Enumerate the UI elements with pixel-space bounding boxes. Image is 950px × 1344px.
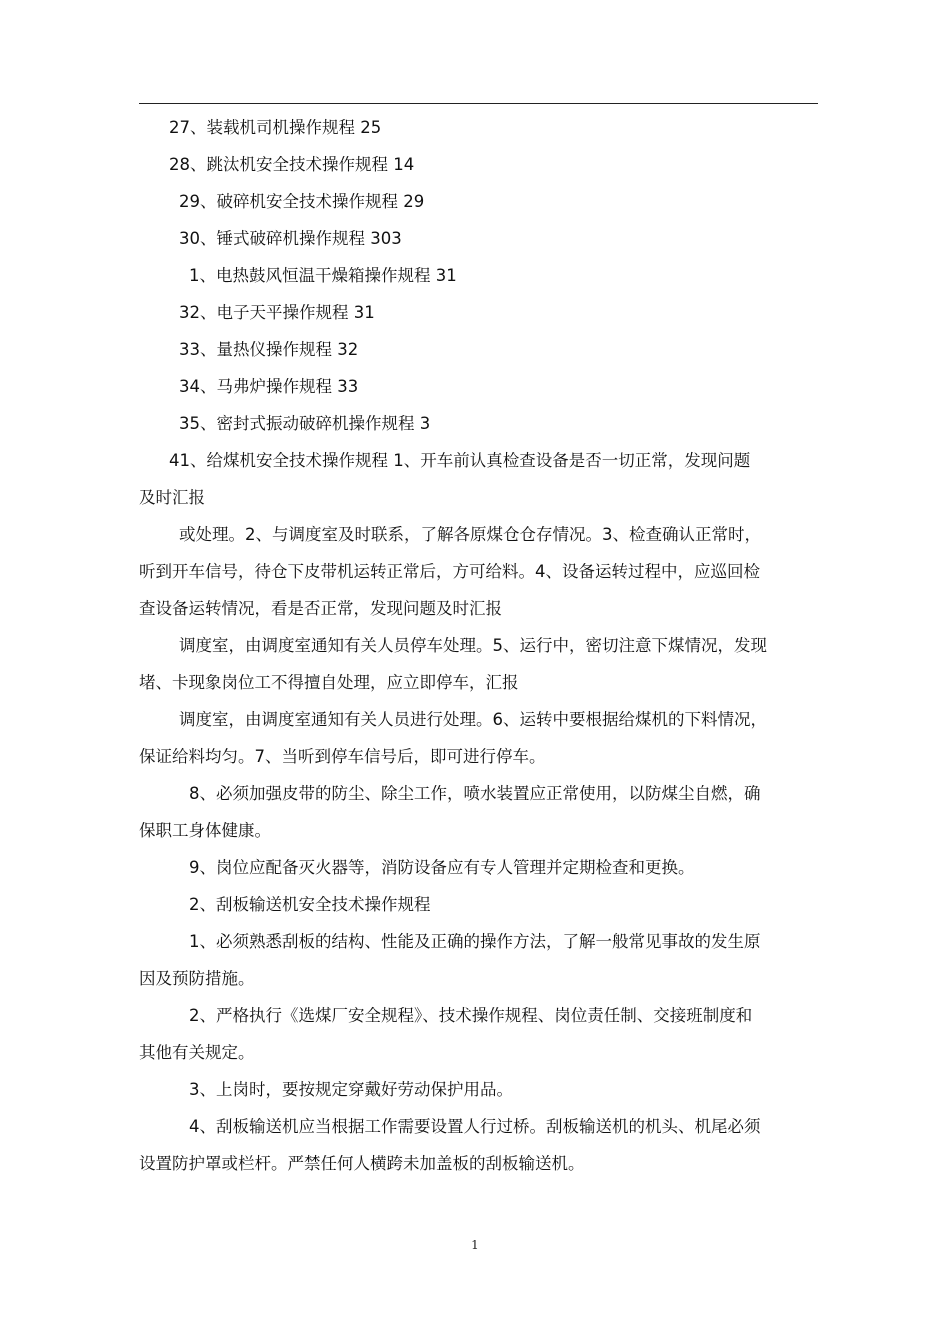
toc-item-27: 27、装载机司机操作规程 25 <box>169 118 382 137</box>
toc-item-35: 35、密封式振动破碎机操作规程 3 <box>179 414 431 433</box>
paragraph-line: 1、必须熟悉刮板的结构、性能及正确的操作方法，了解一般常见事故的发生原 <box>189 932 761 951</box>
paragraph-line: 调度室，由调度室通知有关人员进行处理。6、运转中要根据给煤机的下料情况， <box>179 710 767 729</box>
paragraph-line: 调度室，由调度室通知有关人员停车处理。5、运行中，密切注意下煤情况，发现 <box>179 636 767 655</box>
toc-item-29: 29、破碎机安全技术操作规程 29 <box>179 192 425 211</box>
paragraph-line: 及时汇报 <box>139 488 205 507</box>
section-heading: 2、刮板输送机安全技术操作规程 <box>189 895 431 914</box>
paragraph-line: 或处理。2、与调度室及时联系，了解各原煤仓仓存情况。3、检查确认正常时， <box>179 525 761 544</box>
toc-item-34: 34、马弗炉操作规程 33 <box>179 377 359 396</box>
paragraph-line: 9、岗位应配备灭火器等，消防设备应有专人管理并定期检查和更换。 <box>189 858 695 877</box>
paragraph-line: 2、严格执行《选煤厂安全规程》、技术操作规程、岗位责任制、交接班制度和 <box>189 1006 753 1025</box>
paragraph-line: 4、刮板输送机应当根据工作需要设置人行过桥。刮板输送机的机头、机尾必须 <box>189 1117 761 1136</box>
toc-item-28: 28、跳汰机安全技术操作规程 14 <box>169 155 415 174</box>
page-number: 1 <box>471 1238 479 1252</box>
toc-item-32: 32、电子天平操作规程 31 <box>179 303 375 322</box>
toc-item-33: 33、量热仪操作规程 32 <box>179 340 359 359</box>
paragraph-line: 41、给煤机安全技术操作规程 1、开车前认真检查设备是否一切正常，发现问题 <box>169 451 751 470</box>
paragraph-line: 堵、卡现象岗位工不得擅自处理，应立即停车，汇报 <box>139 673 519 692</box>
header-rule <box>139 103 818 104</box>
paragraph-line: 保职工身体健康。 <box>139 821 271 840</box>
paragraph-line: 8、必须加强皮带的防尘、除尘工作，喷水装置应正常使用，以防煤尘自燃，确 <box>189 784 761 803</box>
paragraph-line: 其他有关规定。 <box>139 1043 255 1062</box>
toc-item-30: 30、锤式破碎机操作规程 303 <box>179 229 402 248</box>
paragraph-line: 保证给料均匀。7、当听到停车信号后，即可进行停车。 <box>139 747 546 766</box>
paragraph-line: 听到开车信号，待仓下皮带机运转正常后，方可给料。4、设备运转过程中，应巡回检 <box>139 562 760 581</box>
paragraph-line: 设置防护罩或栏杆。严禁任何人横跨未加盖板的刮板输送机。 <box>139 1154 585 1173</box>
paragraph-line: 查设备运转情况，看是否正常，发现问题及时汇报 <box>139 599 502 618</box>
toc-item-31: 1、电热鼓风恒温干燥箱操作规程 31 <box>189 266 457 285</box>
paragraph-line: 因及预防措施。 <box>139 969 255 988</box>
paragraph-line: 3、上岗时，要按规定穿戴好劳动保护用品。 <box>189 1080 513 1099</box>
